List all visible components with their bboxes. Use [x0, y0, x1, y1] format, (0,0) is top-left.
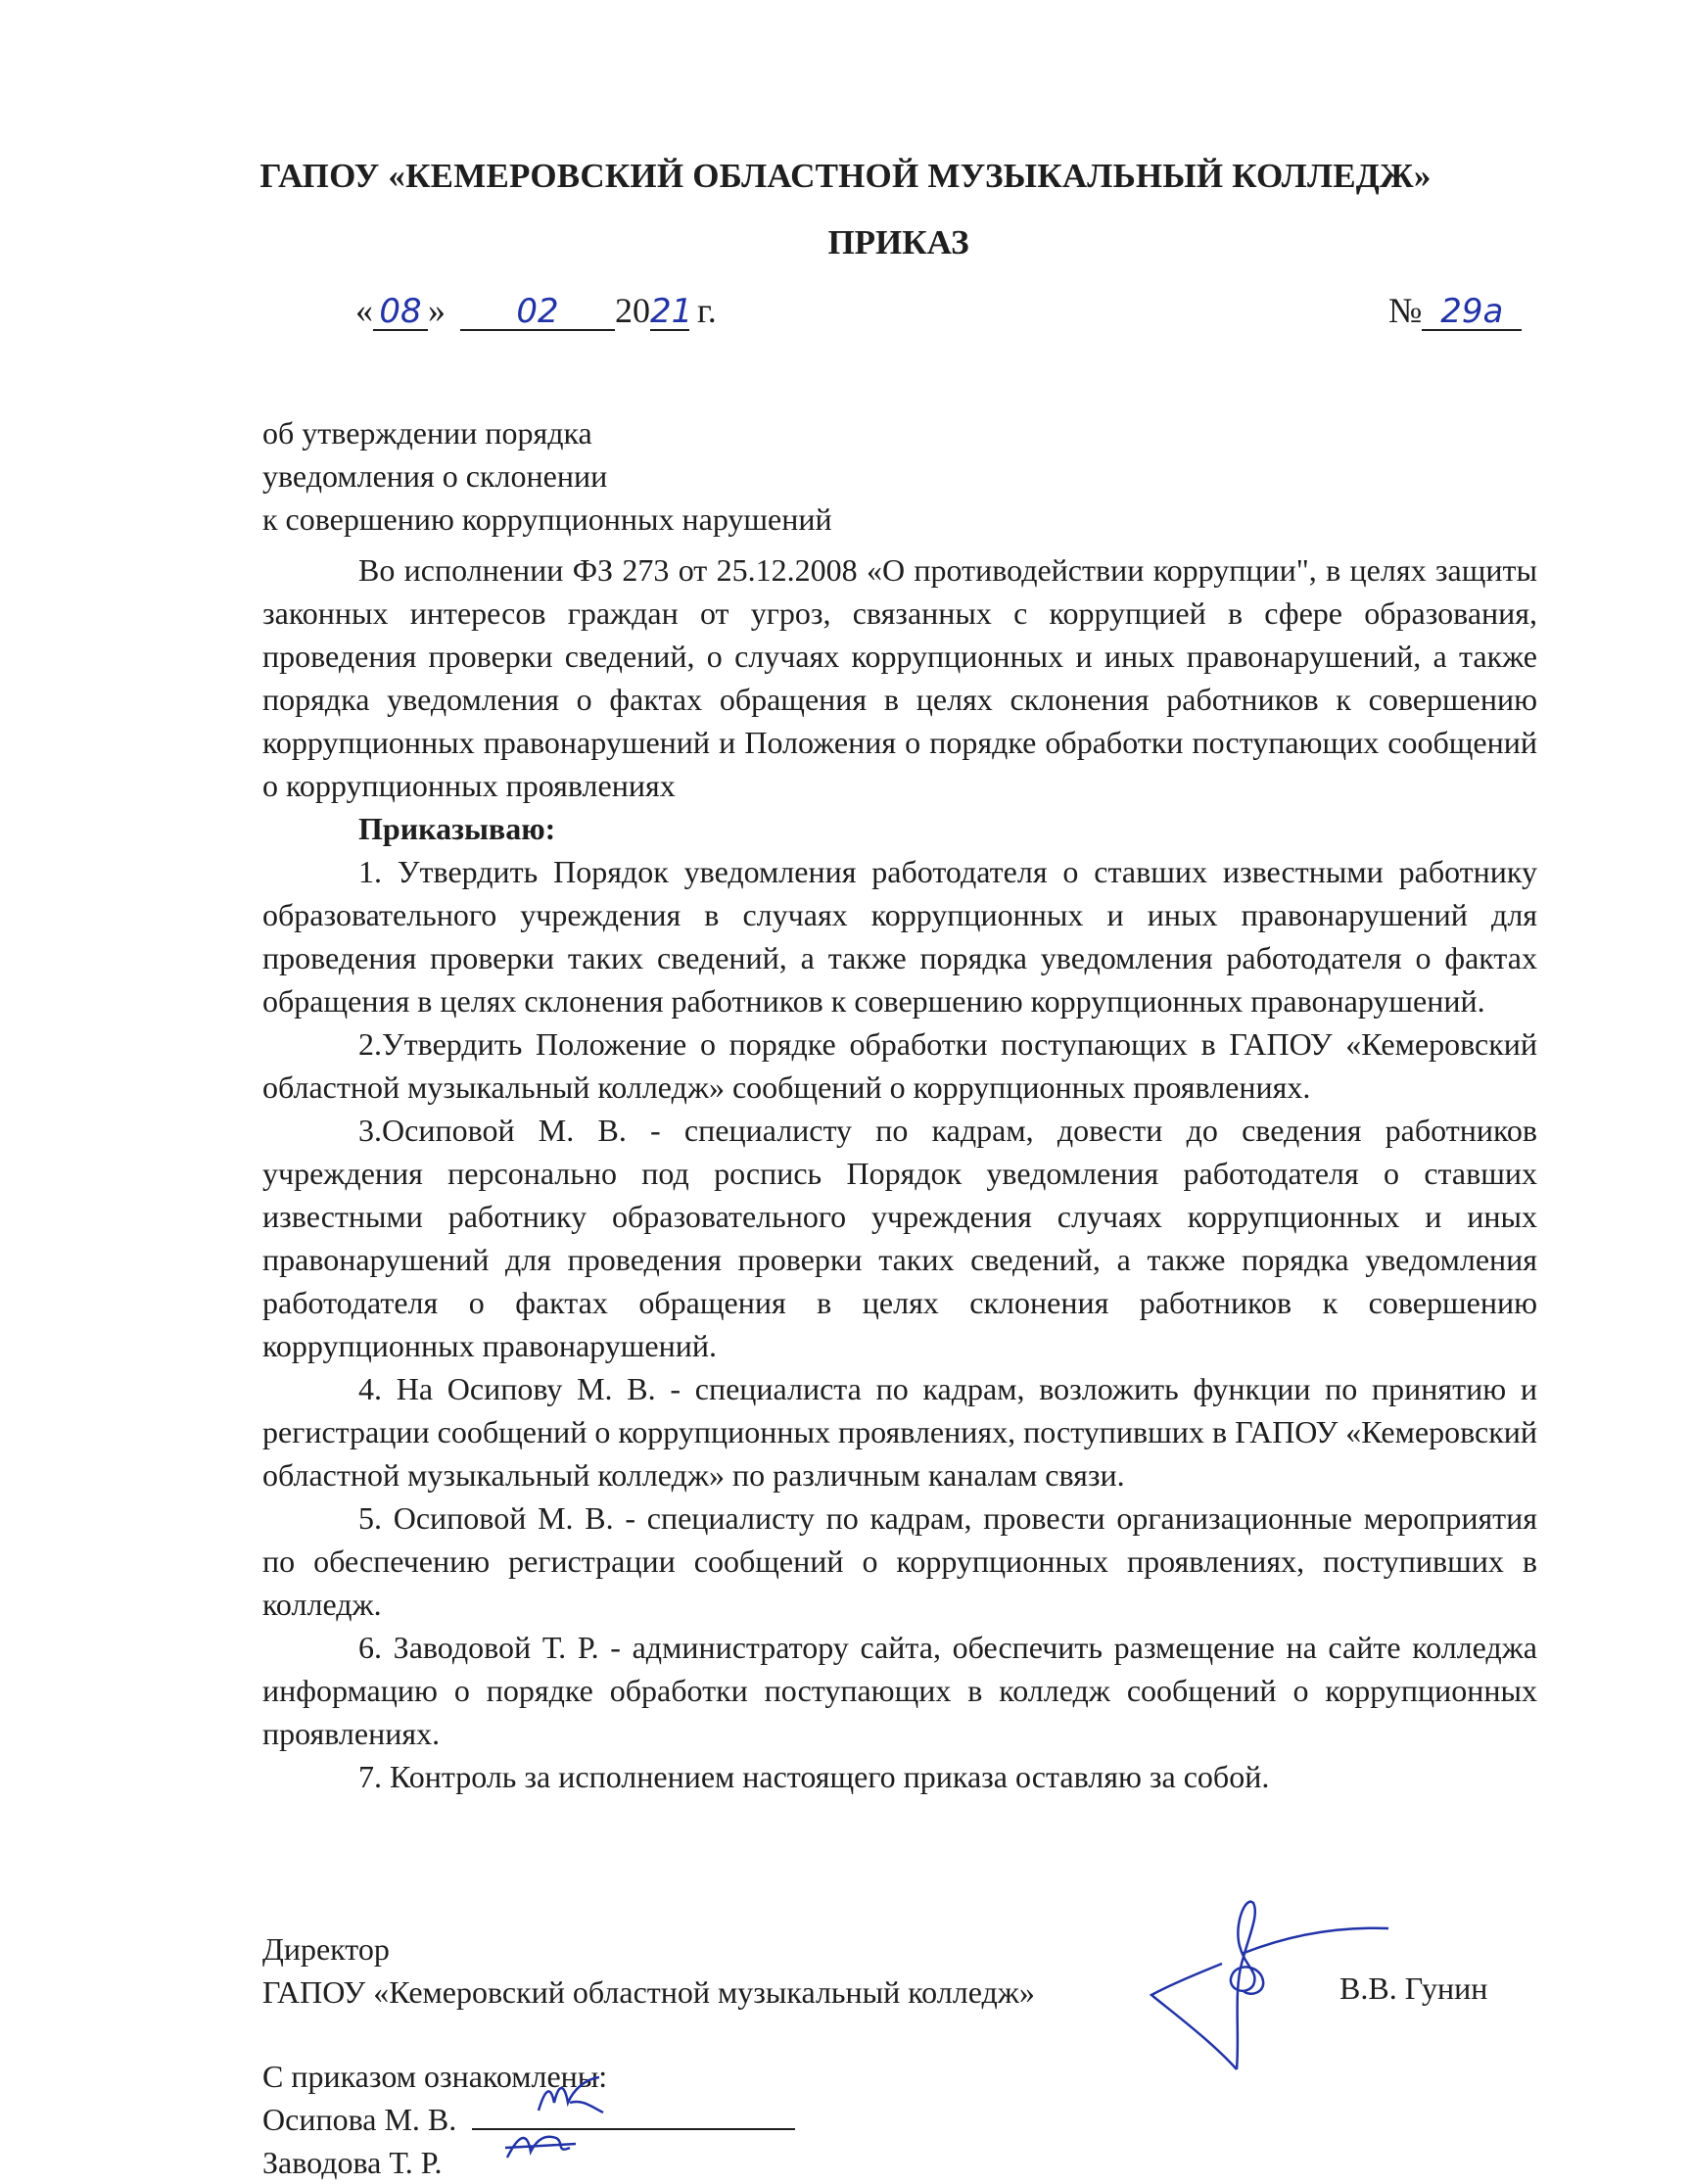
director-name: В.В. Гунин: [1339, 1970, 1488, 2006]
acquainted-person-1: Осипова М. В.: [262, 2102, 457, 2137]
date-day-blank: [373, 293, 428, 331]
subject-line-1: об утверждении порядка: [262, 415, 592, 451]
date-month: 02: [516, 292, 559, 331]
director-organization: ГАПОУ «Кемеровский областной музыкальный колледж»: [262, 1974, 1035, 2010]
order-item-7: 7. Контроль за исполнением настоящего приказа оставляю за собой.: [358, 1759, 1270, 1794]
date-close-quote: »: [428, 291, 446, 330]
signature-area: [458, 2144, 605, 2173]
number-value: 29а: [1440, 292, 1504, 331]
order-item-6: 6. Заводовой Т. Р. - администратору сайта, обеспечить размещение на сайте колледжа информацию о порядке обработки поступающих в колледж сообщений о коррупционных проявлениях.: [262, 1630, 1537, 1751]
date-day: 08: [379, 292, 422, 331]
director-title: Директор: [262, 1931, 390, 1967]
acquaintance-block: [262, 2055, 795, 2184]
acquaintance-row: [262, 2141, 795, 2184]
date-year-blank: [650, 292, 693, 331]
subject-line-2: уведомления о склонении: [262, 458, 608, 494]
person-1-signature-image: [531, 2073, 619, 2120]
number-blank: [1422, 293, 1522, 331]
order-item-3: 3.Осиповой М. В. - специалисту по кадрам, довести до сведения работников учреждения персонально под роспись Порядок уведомления работодателя о ставших известными работнику образовательного учреждения случаях коррупционных и иных правонарушений для проведения проверки таких сведений, а также порядка уведомления работодателя о фактах обращения в целях склонения работников к совершению коррупционных правонарушений.: [262, 1113, 1537, 1363]
order-item-2: 2.Утвердить Положение о порядке обработки поступающих в ГАПОУ «Кемеровский областной музыкальный колледж» сообщений о коррупционных проявлениях.: [262, 1026, 1537, 1105]
acquainted-person-2: Заводова Т. Р.: [262, 2145, 443, 2180]
order-subject: [262, 411, 832, 541]
date-year-unit: г.: [697, 291, 717, 330]
order-body: [262, 548, 1537, 1798]
number-label: №: [1388, 291, 1423, 330]
order-date: [355, 290, 717, 331]
date-year-prefix: 20: [615, 291, 650, 330]
date-open-quote: «: [355, 291, 373, 330]
order-item-5: 5. Осиповой М. В. - специалисту по кадрам, провести организационные мероприятия по обеспечению регистрации сообщений о коррупционных проявлениях, поступивших в колледж.: [262, 1500, 1537, 1622]
order-item-4: 4. На Осипову М. В. - специалиста по кадрам, возложить функции по принятию и регистрации сообщений о коррупционных проявлениях, поступивших в ГАПОУ «Кемеровский областной музыкальный колледж» по различным каналам связи.: [262, 1371, 1537, 1493]
director-block: [262, 1927, 1035, 2014]
order-item-1: 1. Утвердить Порядок уведомления работодателя о ставших известными работнику образовательного учреждения в случаях коррупционных и иных правонарушений для проведения проверки таких сведений, а также порядка уведомления работодателя о фактах обращения в целях склонения работников к совершению коррупционных правонарушений.: [262, 854, 1537, 1019]
order-number: [1388, 290, 1522, 331]
acquaintance-label: С приказом ознакомлены:: [262, 2059, 608, 2094]
intro-paragraph: Во исполнении ФЗ 273 от 25.12.2008 «О противодействии коррупции", в целях защиты законных интересов граждан от угроз, связанных с коррупцией в сфере образования, проведения проверки сведений, о случаях коррупционных и иных правонарушений, а также порядка уведомления о фактах обращения в целях склонения работников к совершению коррупционных правонарушений и Положения о порядке обработки поступающих сообщений о коррупционных проявлениях: [262, 552, 1537, 803]
date-month-blank: [460, 293, 615, 331]
organization-title: ГАПОУ «КЕМЕРОВСКИЙ ОБЛАСТНОЙ МУЗЫКАЛЬНЫЙ КОЛЛЕДЖ»: [259, 157, 1432, 195]
date-year-suffix: 21: [650, 292, 693, 331]
person-2-signature-image: [497, 2118, 586, 2165]
subject-line-3: к совершению коррупционных нарушений: [262, 501, 832, 537]
order-word: Приказываю:: [358, 811, 556, 846]
document-type: ПРИКАЗ: [827, 223, 969, 261]
